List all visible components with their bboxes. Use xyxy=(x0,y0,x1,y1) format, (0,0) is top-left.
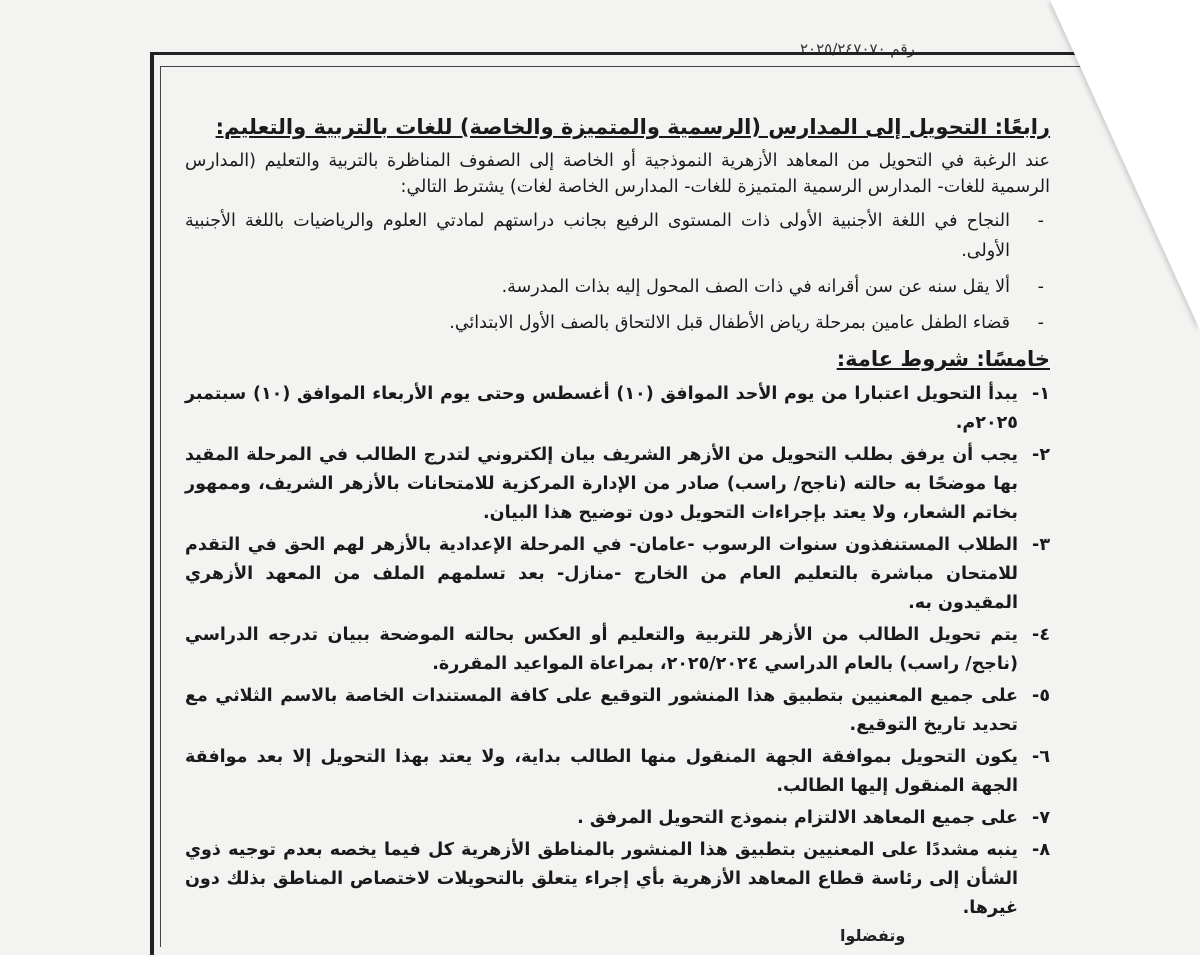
condition-text: قضاء الطفل عامين بمرحلة رياض الأطفال قبل الالتحاق بالصف الأول الابتدائي. xyxy=(449,313,1010,333)
condition-bullet xyxy=(185,272,1050,302)
item-number: ٤- xyxy=(1032,625,1050,645)
section-4-intro: عند الرغبة في التحويل من المعاهد الأزهرية النموذجية أو الخاصة إلى الصفوف المناظرة بالتربية والتعليم (المدارس الرسمية للغات- المدارس الرسمية المتميزة للغات- المدارس الخاصة لغات) يشترط التالي: xyxy=(185,151,1050,197)
item-number: ٣- xyxy=(1032,535,1050,555)
item-text: على جميع المعاهد الالتزام بنموذج التحويل المرفق . xyxy=(577,808,1018,828)
general-condition-item xyxy=(185,682,1050,740)
item-text: ينبه مشددًا على المعنيين بتطبيق هذا المنشور بالمناطق الأزهرية كل فيما يخصه بعدم توجيه ذوي الشأن إلى رئاسة قطاع المعاهد الأزهرية بأي إجراء يتعلق بالتحويلات لاختصاص المناطق بذلك دون غيرها. xyxy=(185,840,1018,918)
item-number: ٥- xyxy=(1032,686,1050,706)
item-text: يبدأ التحويل اعتبارا من يوم الأحد الموافق (١٠) أغسطس وحتى يوم الأربعاء الموافق (١٠) سبتمبر ٢٠٢٥م. xyxy=(185,384,1018,433)
condition-bullet xyxy=(185,308,1050,338)
signature-fragment: وتفضلوا xyxy=(840,926,906,945)
item-text: يكون التحويل بموافقة الجهة المنقول منها الطالب بداية، ولا يعتد بهذا التحويل إلا بعد موافقة الجهة المنقول إليها الطالب. xyxy=(185,747,1018,796)
dash-marker: - xyxy=(1037,277,1044,297)
folded-page-corner xyxy=(1050,0,1200,330)
condition-bullet xyxy=(185,206,1050,266)
item-number: ٢- xyxy=(1032,445,1050,465)
general-condition-item xyxy=(185,380,1050,438)
item-text: الطلاب المستنفذون سنوات الرسوب -عامان- في المرحلة الإعدادية بالأزهر لهم الحق في التقدم للامتحان مباشرة بالتعليم العام من الخارج -منازل- بعد تسلمهم الملف من المعهد الأزهري المقيدون به. xyxy=(185,535,1018,613)
section-5-title: خامسًا: شروط عامة: xyxy=(836,347,1050,371)
condition-text: ألا يقل سنه عن سن أقرانه في ذات الصف المحول إليه بذات المدرسة. xyxy=(501,277,1010,297)
general-condition-item xyxy=(185,804,1050,833)
dash-marker: - xyxy=(1037,211,1044,231)
section-4-title: رابعًا: التحويل إلى المدارس (الرسمية والمتميزة والخاصة) للغات بالتربية والتعليم: xyxy=(215,115,1050,139)
general-condition-item xyxy=(185,441,1050,528)
document-body xyxy=(185,112,1050,926)
item-number: ٨- xyxy=(1032,840,1050,860)
dash-marker: - xyxy=(1037,313,1044,333)
item-text: يتم تحويل الطالب من الأزهر للتربية والتعليم أو العكس بحالته الموضحة ببيان تدرجه الدراسي (ناجح/ راسب) بالعام الدراسي ٢٠٢٥/٢٠٢٤، بمراعاة المواعيد المقررة. xyxy=(185,625,1018,674)
general-condition-item xyxy=(185,621,1050,679)
item-text: على جميع المعنيين بتطبيق هذا المنشور التوقيع على كافة المستندات الخاصة بالاسم الثلاثي مع تحديد تاريخ التوقيع. xyxy=(185,686,1018,735)
item-text: يجب أن يرفق بطلب التحويل من الأزهر الشريف بيان إلكتروني لتدرج الطالب في المرحلة المقيد بها موضحًا به حالته (ناجح/ راسب) صادر من الإدارة المركزية للامتحانات بالأزهر الشريف، وممهور بخاتم الشعار، ولا يعتد بإجراءات التحويل دون توضيح هذا البيان. xyxy=(185,445,1018,523)
general-condition-item xyxy=(185,743,1050,801)
condition-text: النجاح في اللغة الأجنبية الأولى ذات المستوى الرفيع بجانب دراستهم لمادتي العلوم والرياضيات باللغة الأجنبية الأولى. xyxy=(185,211,1010,261)
reference-number: رقم ٢٠٢٥/٢٤٧٠٧٠ xyxy=(800,40,915,58)
general-condition-item xyxy=(185,836,1050,923)
item-number: ٦- xyxy=(1032,747,1050,767)
general-condition-item xyxy=(185,531,1050,618)
item-number: ١- xyxy=(1032,384,1050,404)
item-number: ٧- xyxy=(1032,808,1050,828)
